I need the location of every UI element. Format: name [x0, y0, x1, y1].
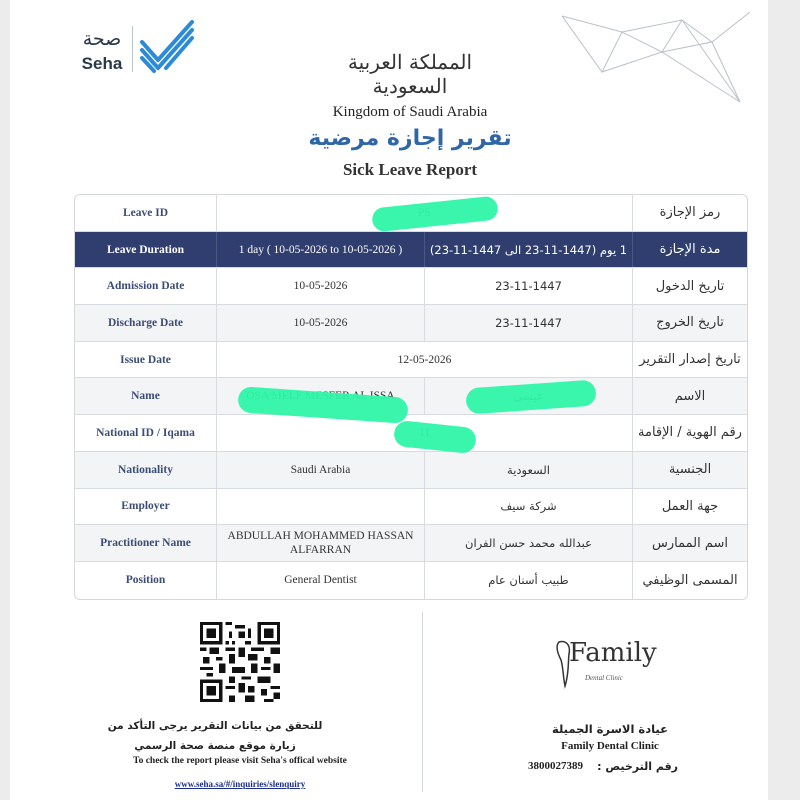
label-en: Employer	[75, 489, 217, 525]
label-en: Position	[75, 562, 217, 599]
verify-instruction-en: To check the report please visit Seha's offical website	[133, 756, 347, 766]
table-row	[75, 525, 747, 562]
discharge-date-hijri: 23-11-1447	[425, 305, 633, 341]
family-logo-word: Family	[569, 638, 657, 668]
license-number-label: رقم الترخيص :	[597, 760, 678, 773]
table-row	[75, 452, 747, 489]
report-title-en: Sick Leave Report	[342, 160, 478, 179]
label-en: Practitioner Name	[75, 525, 217, 561]
label-ar: الجنسية	[668, 462, 712, 478]
label-ar: رمز الإجازة	[659, 205, 721, 221]
table-row	[75, 342, 747, 379]
label-ar: جهة العمل	[661, 498, 719, 514]
kingdom-name-en: Kingdom of Saudi Arabia	[332, 104, 488, 120]
decorative-polygon-graphic	[562, 12, 752, 104]
license-number	[528, 760, 678, 773]
label-ar: مدة الإجازة	[659, 242, 721, 258]
practitioner-value-ar: عبدالله محمد حسن الفران	[425, 525, 633, 561]
seha-logo-en: Seha	[81, 54, 123, 73]
seha-logo	[68, 14, 218, 78]
label-ar: المسمى الوظيفي	[642, 572, 738, 588]
label-en: Admission Date	[75, 268, 217, 304]
label-en: Nationality	[75, 452, 217, 488]
nationality-value-ar: السعودية	[425, 452, 633, 488]
discharge-date-value: 10-05-2026	[217, 305, 425, 341]
seha-check-icon	[136, 16, 198, 74]
kingdom-name-ar: المملكة العربية السعودية	[347, 50, 473, 98]
leave-duration-value-en: 1 day ( 10-05-2026 to 10-05-2026 )	[217, 232, 425, 268]
admission-date-value: 10-05-2026	[217, 268, 425, 304]
issue-date-value: 12-05-2026	[217, 342, 633, 378]
footer-divider	[422, 612, 423, 792]
leave-duration-value-ar: 1 يوم (1447-11-23 الى 1447-11-23)	[425, 232, 633, 268]
label-ar: رقم الهوية / الإقامة	[638, 425, 742, 441]
label-en: National ID / Iqama	[75, 415, 217, 451]
label-en: Issue Date	[75, 342, 217, 378]
document-page	[10, 0, 768, 800]
report-title-ar: تقرير إجازة مرضية	[308, 126, 512, 151]
qr-code-icon[interactable]	[200, 622, 280, 702]
label-en: Name	[75, 378, 217, 414]
seha-logo-divider	[132, 26, 133, 72]
label-en: Discharge Date	[75, 305, 217, 341]
employer-value-ar: شركة سيف	[425, 489, 633, 525]
clinic-name-ar: عيادة الاسرة الجميلة	[552, 722, 668, 736]
table-row	[75, 305, 747, 342]
table-row	[75, 562, 747, 599]
employer-value-en	[217, 489, 425, 525]
nationality-value-en: Saudi Arabia	[217, 452, 425, 488]
label-en: Leave Duration	[75, 232, 217, 268]
license-number-value: 3800027389	[528, 760, 583, 772]
label-ar: الاسم	[674, 388, 706, 404]
verify-instruction-ar: للتحقق من بيانات التقرير يرجى التأكد من زيارة موقع منصة صحة الرسمي	[107, 720, 323, 752]
practitioner-value-en: ABDULLAH MOHAMMED HASSAN ALFARRAN	[217, 525, 425, 561]
label-ar: تاريخ إصدار التقرير	[639, 352, 741, 368]
label-ar: اسم الممارس	[652, 535, 729, 551]
family-dental-logo	[555, 634, 657, 690]
label-en: Leave ID	[75, 195, 217, 231]
clinic-name-en: Family Dental Clinic	[561, 740, 659, 752]
leave-details-table	[74, 194, 748, 600]
label-ar: تاريخ الخروج	[656, 315, 724, 331]
position-value-en: General Dentist	[217, 562, 425, 599]
label-ar: تاريخ الدخول	[655, 278, 725, 294]
seha-logo-ar: صحة	[82, 28, 122, 50]
table-row	[75, 489, 747, 526]
family-logo-subtitle: Dental Clinic	[585, 674, 623, 682]
position-value-ar: طبيب أسنان عام	[425, 562, 633, 599]
admission-date-hijri: 23-11-1447	[425, 268, 633, 304]
table-row	[75, 378, 747, 415]
table-row	[75, 268, 747, 305]
seha-inquiry-link[interactable]: www.seha.sa/#/inquiries/slenquiry	[174, 779, 306, 789]
table-row	[75, 232, 747, 269]
kingdom-emblem	[310, 50, 510, 121]
